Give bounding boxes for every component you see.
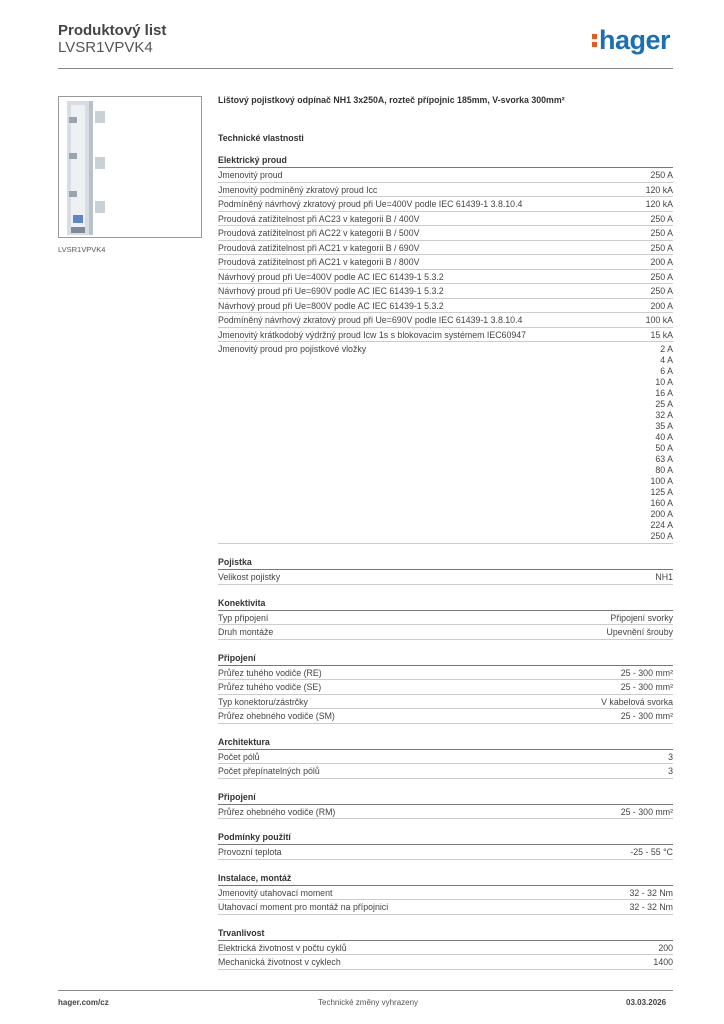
spec-section [218, 871, 673, 915]
spec-label: Podmíněný návrhový zkratový proud při Ue=400V podle IEC 61439-1 3.8.10.4 [218, 199, 523, 209]
spec-value: NH1 [655, 572, 673, 582]
product-image [58, 96, 202, 238]
spec-row [218, 886, 673, 901]
spec-label: Proudová zatížitelnost při AC23 v kategorii B / 400V [218, 213, 420, 224]
spec-value: 200 A [650, 300, 673, 311]
spec-row [218, 284, 673, 299]
spec-value: 1400 [653, 957, 673, 967]
spec-value: 25 A [655, 399, 673, 409]
header-divider [58, 68, 673, 69]
spec-label: Jmenovitý podmíněný zkratový proud Icc [218, 184, 378, 195]
spec-sections [218, 153, 673, 970]
product-code: LVSR1VPVK4 [58, 39, 153, 56]
spec-value: 2 A [660, 344, 673, 354]
spec-row-multi [218, 342, 673, 544]
spec-row [218, 197, 673, 212]
spec-value: 250 A [650, 271, 673, 282]
spec-value: 250 A [650, 286, 673, 296]
spec-value: 200 [658, 942, 673, 953]
spec-value: V kabelová svorka [601, 696, 673, 707]
section-title: Konektivita [218, 596, 673, 611]
spec-value: 3 [668, 766, 673, 776]
spec-value: 3 [668, 751, 673, 762]
spec-content [218, 90, 673, 970]
spec-row [218, 805, 673, 820]
spec-value: 200 A [650, 509, 673, 519]
section-title: Elektrický proud [218, 153, 673, 168]
spec-value: 25 - 300 mm² [620, 806, 673, 817]
spec-row [218, 695, 673, 710]
spec-label: Průřez tuhého vodiče (RE) [218, 667, 322, 678]
spec-section [218, 596, 673, 640]
spec-value: 35 A [655, 421, 673, 431]
spec-row [218, 168, 673, 183]
spec-value-list [650, 342, 673, 543]
spec-section [218, 790, 673, 820]
spec-value: 125 A [650, 487, 673, 497]
spec-row [218, 241, 673, 256]
section-title: Pojistka [218, 555, 673, 570]
spec-row [218, 611, 673, 626]
spec-row [218, 709, 673, 724]
spec-label: Návrhový proud při Ue=800V podle AC IEC 61439-1 5.3.2 [218, 300, 444, 311]
spec-value: 10 A [655, 377, 673, 387]
spec-value: 250 A [650, 170, 673, 180]
page-title: Produktový list [58, 22, 167, 39]
spec-section [218, 830, 673, 860]
spec-value: 25 - 300 mm² [620, 682, 673, 692]
fuse-switch-illustration-icon [59, 97, 201, 237]
section-title: Instalace, montáž [218, 871, 673, 886]
image-caption: LVSR1VPVK4 [58, 245, 106, 254]
spec-value: 160 A [650, 498, 673, 508]
spec-row [218, 625, 673, 640]
spec-row [218, 680, 673, 695]
section-title: Trvanlivost [218, 926, 673, 941]
section-title: Architektura [218, 735, 673, 750]
tech-heading: Technické vlastnosti [218, 133, 304, 143]
spec-value: 15 kA [650, 329, 673, 340]
spec-label: Podmíněný návrhový zkratový proud při Ue=690V podle IEC 61439-1 3.8.10.4 [218, 315, 523, 325]
footer-website-link[interactable]: hager.com/cz [58, 998, 109, 1007]
spec-label: Počet pólů [218, 751, 260, 762]
spec-value: 80 A [655, 465, 673, 475]
spec-row [218, 666, 673, 681]
section-title: Připojení [218, 790, 673, 805]
spec-label: Proudová zatížitelnost při AC22 v kategorii B / 500V [218, 228, 420, 238]
spec-label: Druh montáže [218, 627, 274, 637]
spec-section [218, 153, 673, 544]
footer-divider [58, 990, 673, 991]
spec-section [218, 735, 673, 779]
spec-value: 200 A [650, 257, 673, 267]
spec-label: Utahovací moment pro montáž na přípojnici [218, 902, 389, 912]
spec-label: Jmenovitý utahovací moment [218, 887, 333, 898]
product-description: Lištový pojistkový odpínač NH1 3x250A, rozteč přípojnic 185mm, V-svorka 300mm² [218, 95, 565, 105]
spec-label: Velikost pojistky [218, 572, 281, 582]
spec-value: 250 A [650, 228, 673, 238]
hager-logo[interactable] [592, 26, 670, 54]
logo-wordmark: hager [599, 25, 671, 55]
spec-label: Průřez ohebného vodiče (SM) [218, 711, 335, 721]
spec-row [218, 955, 673, 970]
spec-row [218, 183, 673, 198]
spec-value: 224 A [650, 520, 673, 530]
spec-row [218, 226, 673, 241]
spec-row [218, 750, 673, 765]
spec-row [218, 764, 673, 779]
spec-section [218, 555, 673, 585]
spec-label: Typ připojení [218, 612, 269, 623]
spec-row [218, 212, 673, 227]
spec-label: Návrhový proud při Ue=690V podle AC IEC 61439-1 5.3.2 [218, 286, 444, 296]
spec-value: 100 A [650, 476, 673, 486]
spec-row [218, 845, 673, 860]
spec-label: Průřez ohebného vodiče (RM) [218, 806, 336, 817]
spec-label: Proudová zatížitelnost při AC21 v kategorii B / 690V [218, 242, 420, 253]
spec-label: Provozní teplota [218, 847, 282, 857]
spec-value: -25 - 55 °C [630, 847, 673, 857]
spec-label: Průřez tuhého vodiče (SE) [218, 682, 322, 692]
spec-label: Počet přepínatelných pólů [218, 766, 320, 776]
spec-value: 100 kA [645, 315, 673, 325]
spec-value: 6 A [660, 366, 673, 376]
spec-value: 40 A [655, 432, 673, 442]
spec-value: 250 A [650, 242, 673, 253]
spec-value: 4 A [660, 355, 673, 365]
spec-value: 50 A [655, 443, 673, 453]
section-title: Podmínky použití [218, 830, 673, 845]
spec-row [218, 900, 673, 915]
spec-label: Návrhový proud při Ue=400V podle AC IEC 61439-1 5.3.2 [218, 271, 444, 282]
spec-label: Jmenovitý krátkodobý výdržný proud Icw 1s s blokovacím systémem IEC60947 [218, 329, 527, 340]
spec-value: Připojení svorky [610, 612, 673, 623]
spec-value: 25 - 300 mm² [620, 711, 673, 721]
spec-value: 32 A [655, 410, 673, 420]
spec-row [218, 313, 673, 328]
spec-value: 32 - 32 Nm [629, 902, 673, 912]
spec-row [218, 299, 673, 314]
spec-label: Jmenovitý proud pro pojistkové vložky [218, 344, 367, 354]
logo-dots-icon [592, 34, 597, 47]
spec-value: Upevnění šrouby [606, 627, 673, 637]
spec-value: 120 kA [645, 184, 673, 195]
spec-row [218, 270, 673, 285]
spec-label: Proudová zatížitelnost při AC21 v kategorii B / 800V [218, 257, 420, 267]
spec-value: 63 A [655, 454, 673, 464]
spec-label: Elektrická životnost v počtu cyklů [218, 942, 347, 953]
spec-label: Typ konektoru/zástrčky [218, 696, 308, 707]
spec-label: Jmenovitý proud [218, 170, 283, 180]
spec-row [218, 941, 673, 956]
spec-row [218, 255, 673, 270]
spec-value: 25 - 300 mm² [620, 667, 673, 678]
spec-row [218, 570, 673, 585]
spec-row [218, 328, 673, 343]
spec-value: 250 A [650, 213, 673, 224]
spec-label: Mechanická životnost v cyklech [218, 957, 341, 967]
spec-value: 120 kA [645, 199, 673, 209]
spec-section [218, 651, 673, 724]
footer-disclaimer: Technické změny vyhrazeny [318, 998, 419, 1007]
spec-section [218, 926, 673, 970]
footer-date: 03.03.2026 [626, 998, 667, 1007]
section-title: Připojení [218, 651, 673, 666]
spec-value: 32 - 32 Nm [629, 887, 673, 898]
spec-value: 250 A [650, 531, 673, 541]
spec-value: 16 A [655, 388, 673, 398]
